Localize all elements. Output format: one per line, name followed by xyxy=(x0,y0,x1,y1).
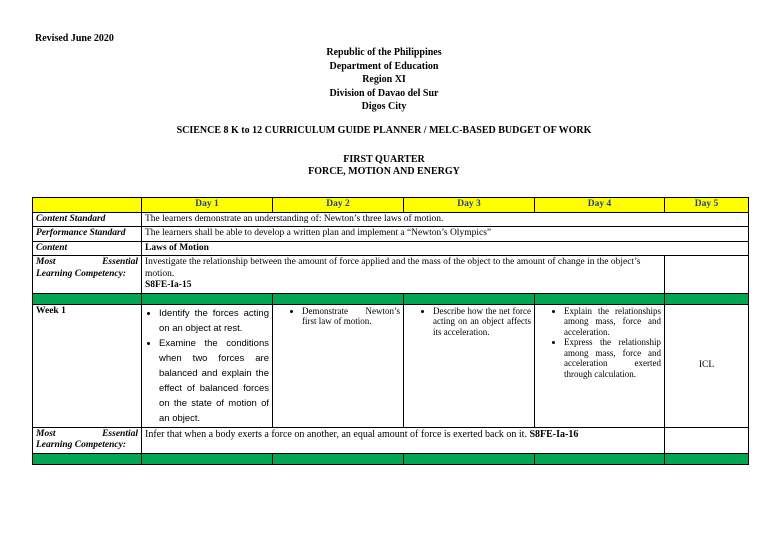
day-4-activities xyxy=(535,304,665,427)
day-4-item: • Express the relationship among mass, force and acceleration exerted through calculation. xyxy=(564,337,661,379)
header-line-region: Region XI xyxy=(362,74,406,85)
green-separator-1 xyxy=(33,293,749,304)
content-label: Content xyxy=(33,241,142,256)
melc-2-text: Infer that when a body exerts a force on another, an equal amount of force is exerted back on it. S8FE-Ia-16 xyxy=(142,427,665,453)
day-1-activities xyxy=(142,304,273,427)
melc-1-text: Investigate the relationship between the amount of force applied and the mass of the object to the amount of change in the object’s motion. S8FE-Ia-15 xyxy=(142,256,665,294)
melc-1-day5 xyxy=(665,256,749,294)
melc-2-code: S8FE-Ia-16 xyxy=(529,428,579,440)
performance-standard-label: Performance Standard xyxy=(33,227,142,242)
header-line-department: Department of Education xyxy=(329,60,439,72)
header-line-city: Digos City xyxy=(361,101,407,112)
melc-row-2 xyxy=(33,427,749,453)
day-5-activity: ICL xyxy=(665,304,749,427)
day-4-item: • Explain the relationships among mass, force and acceleration. xyxy=(564,306,661,338)
day-1-header: Day 1 xyxy=(142,198,273,213)
day-1-item: • Examine the conditions when two forces are balanced and explain the effect of balanced forces on the state of motion of an object. xyxy=(159,336,269,426)
quarter-label: FIRST QUARTER xyxy=(343,154,425,165)
week-label: Week 1 xyxy=(33,304,142,427)
content-standard-row xyxy=(33,212,749,227)
melc-2-day5 xyxy=(665,427,749,453)
day-4-header: Day 4 xyxy=(535,198,665,213)
budget-of-work-table xyxy=(32,197,749,465)
green-separator-2 xyxy=(33,453,749,464)
day-3-item: • Describe how the net force acting on an object affects its acceleration. xyxy=(433,306,531,338)
header-line-division: Division of Davao del Sur xyxy=(329,87,439,99)
day-5-header: Day 5 xyxy=(665,198,749,213)
document-header xyxy=(0,46,768,114)
melc-2-label: Most Essential Learning Competency: xyxy=(33,427,142,453)
day-header-blank xyxy=(33,198,142,213)
content-text: Laws of Motion xyxy=(142,241,749,256)
performance-standard-text: The learners shall be able to develop a written plan and implement a “Newton’s Olympics” xyxy=(142,227,749,242)
day-2-activities xyxy=(273,304,404,427)
week-1-row xyxy=(33,304,749,427)
day-3-activities xyxy=(404,304,535,427)
melc-row-1 xyxy=(33,256,749,294)
day-header-row xyxy=(33,198,749,213)
content-standard-text: The learners demonstrate an understanding of: Newton’s three laws of motion. xyxy=(142,212,749,227)
quarter-block xyxy=(0,154,768,178)
header-line-republic: Republic of the Philippines xyxy=(326,47,442,58)
day-1-item: • Identify the forces acting on an object at rest. xyxy=(159,306,269,336)
day-2-header: Day 2 xyxy=(273,198,404,213)
day-2-item: • Demonstrate Newton’s first law of motion. xyxy=(302,306,400,327)
topic-label: FORCE, MOTION AND ENERGY xyxy=(308,166,460,177)
melc-1-code: S8FE-Ia-15 xyxy=(145,280,192,290)
document-title: SCIENCE 8 K to 12 CURRICULUM GUIDE PLANNER / MELC-BASED BUDGET OF WORK xyxy=(176,125,592,136)
melc-label: Most Essential Learning Competency: xyxy=(33,256,142,294)
performance-standard-row xyxy=(33,227,749,242)
revised-date: Revised June 2020 xyxy=(35,33,114,44)
content-row xyxy=(33,241,749,256)
day-3-header: Day 3 xyxy=(404,198,535,213)
content-standard-label: Content Standard xyxy=(33,212,142,227)
